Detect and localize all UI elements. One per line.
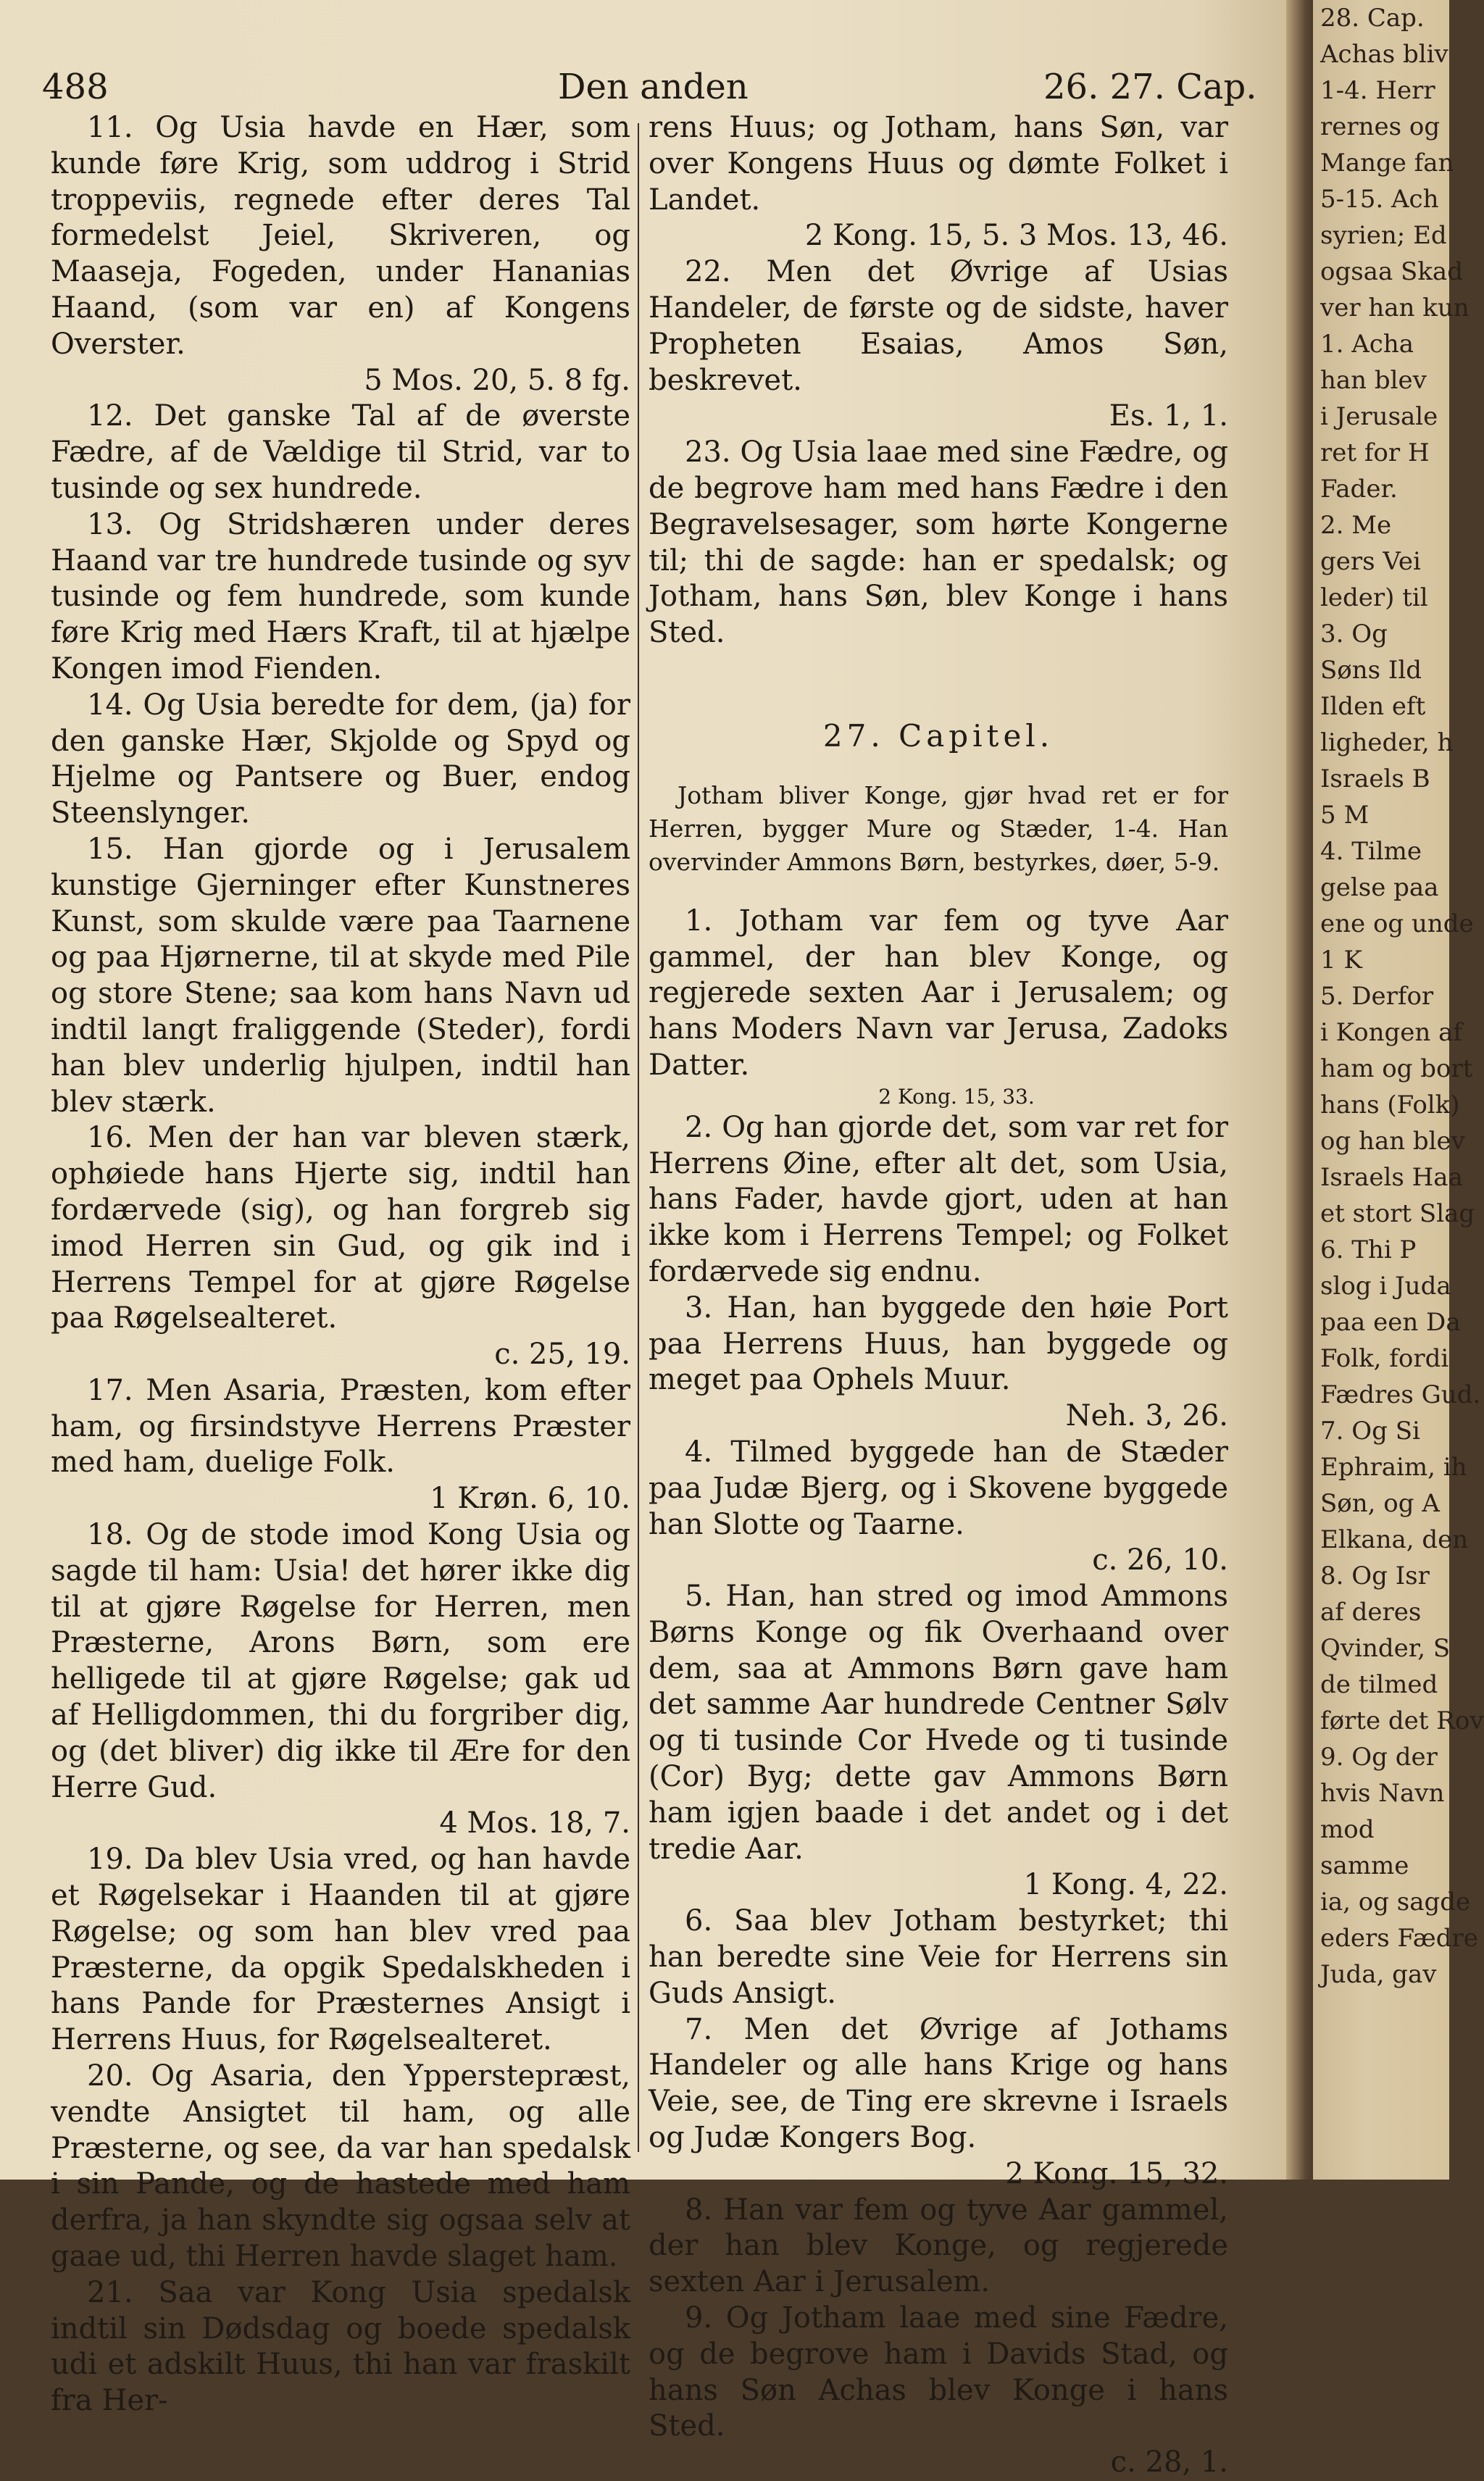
verse-text: 5. Han, han stred og imod Ammons Børns Konge og fik Overhaand over dem, saa at Ammons Børn gave ham det samme Aar hundrede Centner Sølv og ti tusinde Cor Hvede og ti tusinde (Cor) Byg; dette gav Ammons Børn ham igjen baade i det andet og i det tredie Aar. <box>649 1580 1228 1866</box>
chapter-summary: Jotham bliver Konge, gjør hvad ret er for Herren, bygger Mure og Stæder, 1-4. Han overvinder Ammons Børn, bestyrkes, døer, 5-9. <box>649 780 1228 876</box>
verse <box>51 688 630 832</box>
verse <box>649 2301 1228 2481</box>
adjacent-page-line: 2. Me <box>1320 511 1392 540</box>
verse <box>649 904 1228 1110</box>
adjacent-page-line: 4. Tilme <box>1320 837 1422 866</box>
page-number: 488 <box>42 67 109 107</box>
left-column <box>51 110 630 2419</box>
verse <box>649 254 1228 435</box>
adjacent-page-line: 28. Cap. <box>1320 4 1425 33</box>
adjacent-page-line: hans (Folk) <box>1320 1091 1460 1119</box>
adjacent-page-line: han blev <box>1320 366 1427 395</box>
chapter-indicator: 26. 27. Cap. <box>1043 67 1257 107</box>
verse-reference: Neh. 3, 26. <box>1065 1399 1228 1433</box>
verse <box>649 2012 1228 2193</box>
verses-before-chapter <box>649 254 1228 651</box>
verse-text: 2. Og han gjorde det, som var ret for Herrens Øine, efter alt det, som Usia, hans Fader, havde gjort, uden at han ikke kom i Herrens Tempel; og Folket fordærvede sig endnu. <box>649 1110 1228 1288</box>
verse <box>649 435 1228 651</box>
adjacent-page-line: Ephraim, ih <box>1320 1453 1467 1482</box>
verse-text: 8. Han var fem og tyve Aar gammel, der han blev Konge, og regjerede sexten Aar i Jerusalem. <box>649 2193 1228 2299</box>
adjacent-page-line: 5-15. Ach <box>1320 185 1439 214</box>
adjacent-page-line: paa een Da <box>1320 1308 1461 1337</box>
adjacent-page-line: hvis Navn <box>1320 1779 1445 1808</box>
adjacent-page-line: ham og bort <box>1320 1054 1473 1083</box>
adjacent-page-line: Juda, gav <box>1320 1960 1437 1989</box>
verse-text: 20. Og Asaria, den Ypperstepræst, vendte Ansigtet til ham, og alle Præsterne, og see, da var han spedalsk i sin Pande, og de hastede med ham derfra, ja han skyndte sig ogsaa selv at gaae ud, thi Herren havde slaget ham. <box>51 2059 630 2274</box>
verse-text: 16. Men der han var bleven stærk, ophøiede hans Hjerte sig, indtil han fordærvede (sig), og han forgreb sig imod Herren sin Gud, og gik ind i Herrens Tempel for at gjøre Røgelse paa Røgelsealteret. <box>51 1121 630 1335</box>
adjacent-page-line: 9. Og der <box>1320 1743 1438 1772</box>
adjacent-page-line: 1-4. Herr <box>1320 76 1435 105</box>
adjacent-page-line: Achas bliv <box>1320 40 1448 69</box>
verse-reference: Es. 1, 1. <box>1109 399 1228 433</box>
verse-reference: c. 25, 19. <box>494 1338 630 1372</box>
adjacent-page-line: i Jerusale <box>1320 402 1438 431</box>
adjacent-page-line: rernes og <box>1320 112 1441 141</box>
adjacent-page-line: og han blev <box>1320 1127 1465 1156</box>
adjacent-page-line: 5 M <box>1320 801 1370 830</box>
adjacent-page-line: Elkana, den <box>1320 1525 1469 1554</box>
verse <box>51 2059 630 2275</box>
verse <box>51 1120 630 1373</box>
verse-text: 17. Men Asaria, Præsten, kom efter ham, og firsindstyve Herrens Præster med ham, duelige Folk. <box>51 1373 630 1480</box>
verse-text: 6. Saa blev Jotham bestyrket; thi han beredte sine Veie for Herrens sin Guds Ansigt. <box>649 1904 1228 2010</box>
verse-reference: 1 Krøn. 6, 10. <box>430 1482 630 1516</box>
verse-text: 22. Men det Øvrige af Usias Handeler, de første og de sidste, haver Propheten Esaias, Amos Søn, beskrevet. <box>649 255 1228 397</box>
adjacent-page-line: ligheder, h <box>1320 728 1454 757</box>
verse-text: 4. Tilmed byggede han de Stæder paa Judæ Bjerg, og i Skovene byggede han Slotte og Taarne. <box>649 1435 1228 1541</box>
adjacent-page-line: ret for H <box>1320 438 1430 467</box>
adjacent-page-line: 5. Derfor <box>1320 982 1434 1011</box>
adjacent-page-line: 3. Og <box>1320 620 1388 649</box>
verse-text: 13. Og Stridshæren under deres Haand var tre hundrede tusinde og syv tusinde og fem hundrede, som kunde føre Krig med Hærs Kraft, til at hjælpe Kongen imod Fienden. <box>51 507 630 685</box>
adjacent-page-line: 1 K <box>1320 946 1362 975</box>
verse-continuation <box>649 110 1228 254</box>
verse-text: 3. Han, han byggede den høie Port paa Herrens Huus, han byggede og meget paa Ophels Muur. <box>649 1290 1228 1397</box>
adjacent-page-line: 7. Og Si <box>1320 1417 1420 1446</box>
adjacent-page-line: de tilmed <box>1320 1670 1438 1699</box>
verse-text: 7. Men det Øvrige af Jothams Handeler og alle hans Krige og hans Veie, see, de Ting ere skrevne i Israels og Judæ Kongers Bog. <box>649 2012 1228 2155</box>
verse-reference: 4 Mos. 18, 7. <box>439 1806 630 1840</box>
right-column <box>649 110 1228 2481</box>
verse <box>51 110 630 399</box>
adjacent-page-line: Folk, fordi <box>1320 1344 1449 1373</box>
adjacent-page-line: et stort Slag <box>1320 1199 1475 1228</box>
verse <box>649 1290 1228 1435</box>
adjacent-page-line: gers Vei <box>1320 547 1421 576</box>
verse <box>649 1110 1228 1290</box>
verse-text: 9. Og Jotham laae med sine Fædre, og de begrove ham i Davids Stad, og hans Søn Achas blev Konge i hans Sted. <box>649 2301 1228 2443</box>
verse <box>51 399 630 506</box>
adjacent-page-line: eders Fædre <box>1320 1924 1478 1953</box>
verse-reference: 5 Mos. 20, 5. 8 fg. <box>364 363 630 397</box>
adjacent-page-line: Ilden eft <box>1320 692 1426 721</box>
verse <box>649 1435 1228 1579</box>
chapter-heading: 27. Capitel. <box>822 717 1054 754</box>
verse-text: 19. Da blev Usia vred, og han havde et Røgelsekar i Haanden til at gjøre Røgelse; og som han blev vred paa Præsterne, da opgik Spedalskheden i hans Pande for Præsternes Ansigt i Herrens Huus, for Røgelsealteret. <box>51 1843 630 2057</box>
column-divider <box>638 123 639 2152</box>
verse-reference: 2 Kong. 15, 5. 3 Mos. 13, 46. <box>804 219 1228 253</box>
adjacent-page-line: Fader. <box>1320 475 1398 504</box>
verse <box>51 1517 630 1842</box>
verse-text: 15. Han gjorde og i Jerusalem kunstige Gjerninger efter Kunstneres Kunst, som skulde være paa Taarnene og paa Hjørnerne, til at skyde med Pile og store Stene; saa kom hans Navn ud indtil langt fraliggende (Steder), fordi han blev underlig hjulpen, indtil han blev stærk. <box>51 832 630 1119</box>
adjacent-page-line: Søn, og A <box>1320 1489 1440 1518</box>
adjacent-page-line: Mange fan <box>1320 149 1454 178</box>
verse-reference: 2 Kong. 15, 33. <box>878 1084 1035 1109</box>
adjacent-page-line: Søns Ild <box>1320 656 1422 685</box>
verse-text: 1. Jotham var fem og tyve Aar gammel, der han blev Konge, og regjerede sexten Aar i Jerusalem; og hans Moders Navn var Jerusa, Zadoks Datter. <box>649 904 1228 1082</box>
verse-text: 14. Og Usia beredte for dem, (ja) for den ganske Hær, Skjolde og Spyd og Hjelme og Pantsere og Buer, endog Steenslynger. <box>51 688 630 830</box>
verse <box>649 2193 1228 2301</box>
adjacent-page-line: ver han kun <box>1320 293 1470 322</box>
adjacent-page-line: ene og unde <box>1320 909 1474 938</box>
verse <box>51 507 630 688</box>
verse <box>649 1904 1228 2011</box>
adjacent-page-line: 6. Thi P <box>1320 1235 1417 1264</box>
adjacent-page-line: Qvinder, S <box>1320 1634 1451 1663</box>
verse <box>51 832 630 1120</box>
verse <box>51 1842 630 2059</box>
verse-reference: 2 Kong. 15, 32. <box>1005 2156 1228 2190</box>
adjacent-page-line: ia, og sagde <box>1320 1888 1471 1917</box>
adjacent-page-line: Israels Haa <box>1320 1163 1463 1192</box>
adjacent-page-line: samme <box>1320 1851 1409 1880</box>
verse-text: 12. Det ganske Tal af de øverste Fædre, af de Vældige til Strid, var to tusinde og sex hundrede. <box>51 399 630 505</box>
running-title: Den anden <box>558 67 749 107</box>
verse-text: 11. Og Usia havde en Hær, som kunde føre Krig, som uddrog i Strid troppeviis, regnede efter deres Tal formedelst Jeiel, Skriveren, og Maaseja, Fogeden, under Hananias Haand, (som var en) af Kongens Overster. <box>51 111 630 361</box>
verse-text: 21. Saa var Kong Usia spedalsk indtil sin Dødsdag og boede spedalsk udi et adskilt Huus, thi han var fraskilt fra Her- <box>51 2275 630 2418</box>
verse-reference: c. 26, 10. <box>1092 1543 1228 1577</box>
adjacent-page-line: Israels B <box>1320 764 1430 793</box>
verse-text: rens Huus; og Jotham, hans Søn, var over Kongens Huus og dømte Folket i Landet. <box>649 111 1228 217</box>
adjacent-page-line: af deres <box>1320 1598 1422 1627</box>
adjacent-page-line: i Kongen af <box>1320 1018 1462 1047</box>
adjacent-page-line: førte det Rov <box>1320 1706 1484 1735</box>
verse-text: 23. Og Usia laae med sine Fædre, og de begrove ham med hans Fædre i den Begravelsesager, som hørte Kongerne til; thi de sagde: han er spedalsk; og Jotham, hans Søn, blev Konge i hans Sted. <box>649 435 1228 650</box>
adjacent-page-line: 1. Acha <box>1320 330 1414 359</box>
verse <box>51 2275 630 2419</box>
verse <box>51 1373 630 1517</box>
adjacent-page-line: slog i Juda <box>1320 1272 1451 1301</box>
adjacent-page-line: syrien; Ed <box>1320 221 1447 250</box>
verse-reference: c. 28, 1. <box>1110 2445 1228 2480</box>
adjacent-page <box>1313 0 1484 2180</box>
adjacent-page-line: ogsaa Skad <box>1320 257 1463 286</box>
verses-after-chapter <box>649 904 1228 2481</box>
verse-reference: 1 Kong. 4, 22. <box>1023 1868 1228 1902</box>
verse <box>649 1579 1228 1904</box>
adjacent-page-line: gelse paa <box>1320 873 1439 902</box>
adjacent-page-line: mod <box>1320 1815 1375 1844</box>
adjacent-page-line: leder) til <box>1320 583 1428 612</box>
verse-text: 18. Og de stode imod Kong Usia og sagde til ham: Usia! det hører ikke dig til at gjøre Røgelse for Herren, men Præsterne, Arons Børn, som ere helligede til at gjøre Røgelse; gak ud af Helligdommen, thi du forgriber dig, og (det bliver) dig ikke til Ære for den Herre Gud. <box>51 1518 630 1804</box>
adjacent-page-line: 8. Og Isr <box>1320 1561 1430 1590</box>
adjacent-page-line: Fædres Gud. <box>1320 1380 1481 1409</box>
